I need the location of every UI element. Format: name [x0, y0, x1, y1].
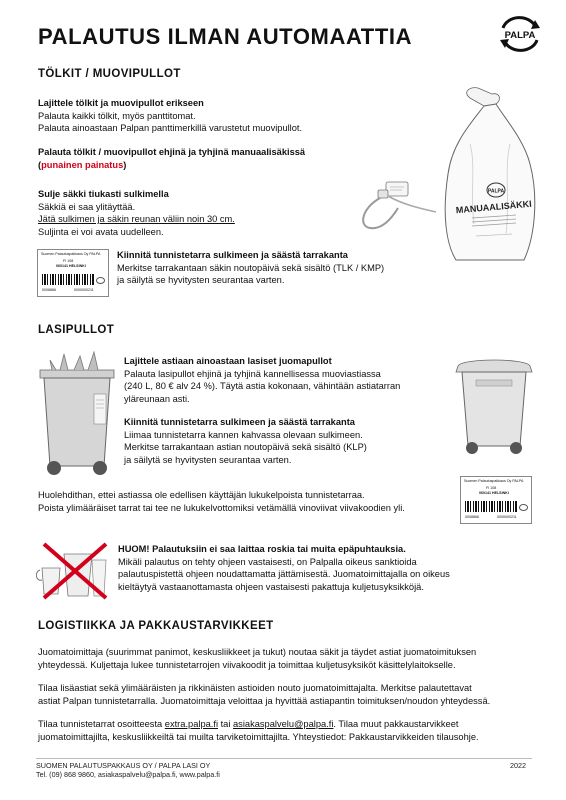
footer-contact: Tel. (09) 868 9860, asiakaspalvelu@palpa.fi, www.palpa.fi	[36, 770, 220, 779]
identification-label-image	[37, 249, 109, 297]
glass-tag-block	[124, 416, 434, 466]
logistics-paragraph-2	[38, 682, 538, 707]
recycle-mark-icon	[519, 504, 528, 511]
no-trash-icon	[36, 540, 110, 600]
glass-note-line-2: Poista ylimääräiset tarrat tai tee ne lukukelvottomiksi vetämällä vinoviivat viivakoodien yli.	[38, 502, 405, 513]
footer-company: SUOMEN PALAUTUSPAKKAUS OY / PALPA LASI OY	[36, 761, 211, 770]
footer-year: 2022	[510, 761, 526, 770]
cans-sort-line-2: Palauta ainoastaan Palpan panttimerkillä varustetut muovipullot.	[38, 123, 303, 134]
recycle-mark-icon	[96, 277, 105, 284]
open-bin-image	[34, 350, 120, 478]
cans-tag-line-1: Merkitse tarrakantaan säkin noutopäivä sekä sisältö (TLK / KMP)	[117, 262, 385, 273]
label-code-main: 060141 HELSINKI	[479, 491, 509, 495]
manual-bag-image	[440, 84, 540, 266]
cable-tie-seal-icon	[352, 178, 440, 234]
closed-bin-image	[452, 350, 536, 458]
logistics-p2-line-1: Tilaa lisäastiat sekä ylimääräisten ja rikkinäisten astioiden nouto juomatoimittajalta. Merkitse palautettavat	[38, 683, 472, 693]
bag-title-text: MANUAALISÄKKI	[455, 198, 533, 216]
glass-sort-line-3: yläreunaan asti.	[124, 393, 190, 404]
logistics-paragraph-3	[38, 718, 538, 743]
logistics-p1-line-1: Juomatoimittaja (suurimmat panimot, keskusliikkeet ja tukut) noutaa säkit ja täydet astiat juomatoimituksen	[38, 647, 477, 657]
paren-close: )	[123, 159, 127, 170]
page-title: PALAUTUS ILMAN AUTOMAATTIA	[38, 24, 413, 49]
glass-tag-line-2: Merkitse tarrakantaan astian noutopäivä sekä sisältö (KLP)	[124, 442, 367, 453]
cans-seal-line-3: Suljinta ei voi avata uudelleen.	[38, 226, 164, 237]
cans-sort-line-1: Palauta kaikki tölkit, myös panttitomat.	[38, 110, 196, 121]
logistics-p1-line-2: yhteydessä. Kuljettaja lukee tunnistetarrojen viivakoodit ja toimittaa kuljetusyksiköt käsittelylaitokselle.	[38, 659, 456, 670]
logistics-p3-line-2: juomatoimittajilta, keskusliikkeiltä tai muilta tarviketoimittajilta. Yhteystiedot: Pakkaustarvikkeiden tilausohje.	[38, 731, 479, 742]
cans-bag-block	[38, 146, 448, 171]
glass-tag-line-1: Liimaa tunnistetarra kannen kahvassa olevaan sulkimeen.	[124, 429, 363, 440]
identification-label-image-2	[460, 476, 532, 524]
logistics-paragraph-1	[38, 646, 538, 671]
palpa-logo	[497, 16, 543, 52]
label-num-2: 0000000211	[497, 515, 517, 519]
label-num-1: 0008866	[42, 288, 56, 292]
cans-seal-block	[38, 188, 338, 238]
logistics-p3-b: tai	[218, 719, 234, 729]
footer-divider	[36, 758, 532, 759]
cans-seal-line-2: Jätä sulkimen ja säkin reunan väliin noin 30 cm.	[38, 214, 235, 225]
glass-sort-line-1: Palauta lasipullot ehjinä ja tyhjinä kannellisessa muoviastiassa	[124, 368, 381, 379]
label-code-small: FI 108	[63, 259, 74, 263]
glass-sort-line-2: (240 L, 80 € alv 24 %). Täytä astia kokonaan, vähintään astiatarran	[124, 381, 401, 392]
cans-tag-block	[117, 249, 447, 287]
cans-bag-heading: Palauta tölkit / muovipullot ehjinä ja tyhjinä manuaalisäkissä	[38, 147, 306, 157]
glass-tag-line-3: ja säilytä se hyvitysten seurantaa varten.	[124, 454, 292, 465]
warning-heading: HUOM! Palautuksiin ei saa laittaa roskia tai muita epäpuhtauksia.	[118, 544, 406, 554]
cans-sort-heading: Lajittele tölkit ja muovipullot erikseen	[38, 98, 204, 108]
paren-open: (	[38, 159, 42, 170]
label-company: Suomen Palautuspakkaus Oy PALPA	[41, 252, 101, 256]
warning-line-2: palautuspistettä ohjeen noudattamatta jättämisestä. Juomatoimittajalla on oikeus	[118, 569, 450, 580]
logo-text: PALPA	[504, 30, 536, 41]
barcode-icon	[42, 274, 94, 285]
warning-block	[118, 543, 498, 593]
section-heading-glass: LASIPULLOT	[38, 324, 115, 336]
label-num-2: 0000000211	[74, 288, 94, 292]
customer-service-email-link[interactable]: asiakaspalvelu@palpa.fi	[233, 719, 334, 729]
logistics-p2-line-2: astiat Palpan tunnistetarralla. Juomatoimittaja veloittaa ja hyvittää astiapantin toimituksen/noudon yhteydessä.	[38, 695, 491, 706]
glass-tag-heading: Kiinnitä tunnistetarra sulkimeen ja säästä tarrakanta	[124, 417, 355, 427]
cans-sort-block	[38, 97, 438, 135]
red-print-text: punainen painatus	[41, 159, 124, 170]
glass-note-block	[38, 489, 458, 514]
extra-palpa-link[interactable]: extra.palpa.fi	[164, 719, 219, 729]
logistics-p3-c: . Tilaa muut pakkaustarvikkeet	[333, 719, 459, 729]
warning-line-3: kieltäytyä vastaanottamasta ohjeen vastaisesti pakattuja kuljetusyksikköjä.	[118, 581, 424, 592]
recycle-arrows-icon	[497, 16, 543, 52]
label-company: Suomen Palautuspakkaus Oy PALPA	[464, 479, 524, 483]
section-heading-logistics: LOGISTIIKKA JA PAKKAUSTARVIKKEET	[38, 620, 274, 632]
barcode-icon	[465, 501, 517, 512]
label-code-main: 060141 HELSINKI	[56, 264, 86, 268]
warning-line-1: Mikäli palautus on tehty ohjeen vastaisesti, on Palpalla oikeus sanktioida	[118, 556, 417, 567]
cans-tag-heading: Kiinnitä tunnistetarra sulkimeen ja säästä tarrakanta	[117, 250, 348, 260]
logistics-p3-a: Tilaa tunnistetarrat osoitteesta	[38, 719, 165, 729]
cans-tag-line-2: ja säilytä se hyvitysten seurantaa varten.	[117, 275, 285, 286]
glass-sort-heading: Lajittele astiaan ainoastaan lasiset juomapullot	[124, 356, 332, 366]
glass-note-line-1: Huolehdithan, ettei astiassa ole edellisen käyttäjän lukukelpoista tunnistetarraa.	[38, 490, 365, 500]
glass-sort-block	[124, 355, 434, 405]
cans-seal-line-1: Säkkiä ei saa ylitäyttää.	[38, 201, 136, 212]
section-heading-cans: TÖLKIT / MUOVIPULLOT	[38, 68, 181, 80]
cans-seal-heading: Sulje säkki tiukasti sulkimella	[38, 189, 169, 199]
label-num-1: 0008866	[465, 515, 479, 519]
bag-brand-text: PALPA	[487, 188, 505, 195]
label-code-small: FI 108	[486, 486, 497, 490]
